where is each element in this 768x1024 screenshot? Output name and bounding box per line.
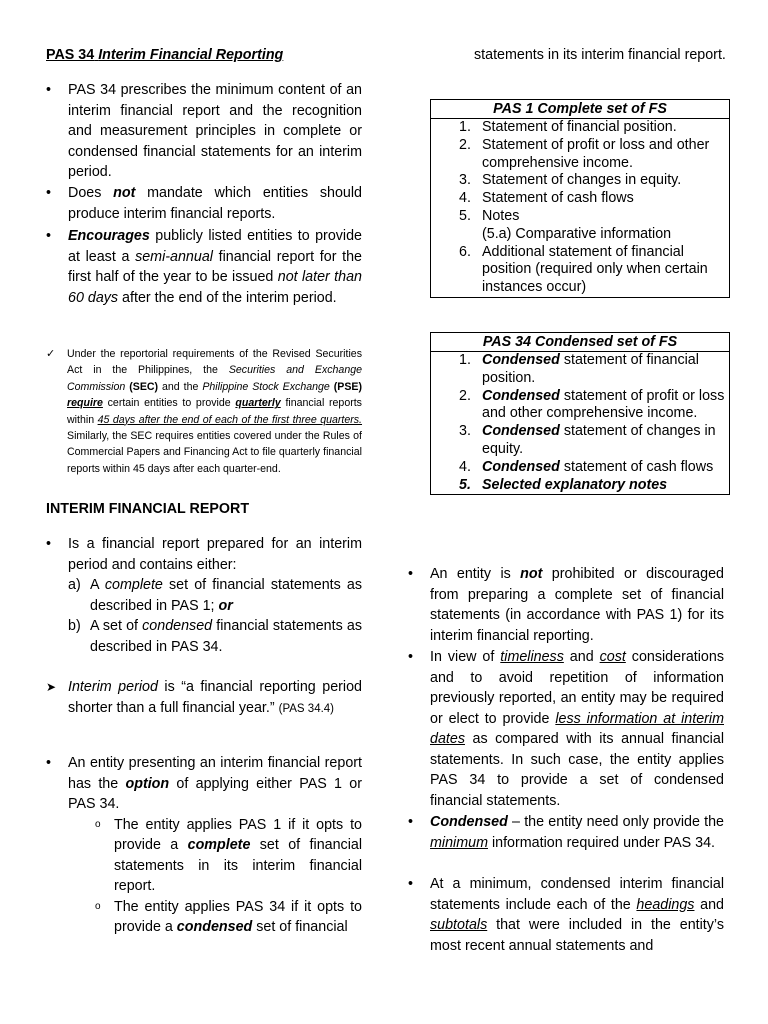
row-number: 5.: [459, 207, 471, 224]
table-row: [431, 244, 729, 297]
row-emphasis: Condensed: [482, 352, 560, 368]
option-pas34: o The entity applies PAS 34 if it opts to provide a condensed set of financial: [95, 898, 362, 935]
row-number: 1.: [459, 119, 471, 135]
row-emphasis: Condensed: [482, 387, 560, 404]
row-number: 2.: [459, 136, 471, 153]
table-row: [431, 352, 729, 388]
circle-bullet-icon: o: [95, 818, 101, 830]
row-text: statement of changes in equity.: [482, 423, 716, 457]
row-number: 4.: [459, 458, 471, 475]
circle-bullet-icon: o: [95, 900, 101, 912]
bullet-prescribes: • PAS 34 prescribes the minimum content of an interim financial report and the recognition and measurement principles in complete or condensed financial statements for an interim period.: [46, 82, 362, 180]
checkmark-icon: ✓: [46, 348, 56, 360]
bullet-minimum: • At a minimum, condensed interim financial statements include each of the headings and subtotals that were included in the entity’s most recent annual statements and: [408, 876, 724, 954]
table-row: [431, 208, 729, 226]
bullet-icon: •: [408, 649, 414, 665]
bullet-timeliness: • In view of timeliness and cost considerations and to avoid repetition of information previously reported, an entity may be required or elect to provide less information at interim dates as compared with its annual financial statements. In such case, the entity applies PAS 34 to provide a set of condensed financial statements.: [408, 649, 724, 809]
row-text: Notes: [482, 207, 520, 224]
bullet-icon: •: [46, 536, 52, 552]
pas34-table-body: [431, 352, 729, 494]
bullet-encourages: • Encourages publicly listed entities to provide at least a semi-annual financial report for the first half of the year to be issued not later than 60 days after the end of the interim period.: [46, 228, 362, 306]
interim-period-definition: ➤ Interim period is “a financial reporting period shorter than a full financial year.” (PAS 34.4): [46, 679, 362, 716]
section-heading: INTERIM FINANCIAL REPORT: [46, 501, 250, 517]
row-text: Statement of changes in equity.: [482, 172, 682, 189]
row-number: 5.: [459, 476, 471, 493]
table-row: [431, 477, 729, 495]
list-item-a: a) A complete set of financial statements as described in PAS 1; or: [68, 577, 362, 614]
pas34-table: [430, 332, 730, 495]
row-text: Statement of profit or loss and other comprehensive income.: [482, 136, 710, 171]
bullet-option: • An entity presenting an interim financial report has the option of applying either PAS 1 or PAS 34. o The entity applies PAS 1 if it opts to provide a complete set of financial statements in its interim financial report. o The entity applies PAS 34 if it opts to provide a condensed set of financial: [46, 753, 362, 938]
pas34-table-header: PAS 34 Condensed set of FS: [431, 333, 729, 352]
table-row: [431, 423, 729, 459]
table-row: [431, 172, 729, 190]
pas1-table-header: PAS 1 Complete set of FS: [431, 100, 729, 119]
row-emphasis: Selected explanatory notes: [482, 476, 668, 493]
bullet-icon: •: [46, 755, 52, 771]
row-number: 6.: [459, 243, 471, 260]
bullet-condensed: • Condensed – the entity need only provide the minimum information required under PAS 34.: [408, 814, 724, 851]
bullet-icon: •: [408, 566, 414, 582]
row-number: 4.: [459, 190, 471, 207]
document-title: PAS 34 Interim Financial Reporting: [46, 47, 284, 63]
row-number: 3.: [459, 423, 471, 440]
bullet-icon: •: [408, 876, 414, 892]
bullet-does-not: • Does not mandate which entities should produce interim financial reports.: [46, 185, 362, 222]
pas1-table-body: [431, 119, 729, 297]
table-row: [431, 119, 729, 137]
option-pas1: o The entity applies PAS 1 if it opts to provide a complete set of financial statements in its interim financial report.: [95, 816, 362, 894]
table-row: [431, 226, 729, 244]
table-row: [431, 137, 729, 173]
table-row: [431, 459, 729, 477]
row-number: 2.: [459, 387, 471, 404]
row-text: Statement of financial position.: [482, 119, 677, 135]
row-text: statement of cash flows: [559, 458, 714, 475]
bullet-icon: •: [46, 185, 52, 201]
bullet-ifr-definition: • Is a financial report prepared for an interim period and contains either: a) A complete set of financial statements as described in PAS 1; or b) A set of condensed financial statements as described in PAS 34.: [46, 534, 362, 657]
bullet-not-prohibited: • An entity is not prohibited or discouraged from preparing a complete set of financial statements (in accordance with PAS 1) for its interim financial reporting.: [408, 566, 724, 644]
row-emphasis: Condensed: [482, 423, 560, 440]
table-row: [431, 190, 729, 208]
continued-text: statements in its interim financial report.: [474, 47, 726, 63]
row-text: Statement of cash flows: [482, 190, 634, 207]
pas1-table: [430, 99, 730, 298]
arrow-bullet-icon: ➤: [46, 680, 57, 694]
bullet-icon: •: [46, 228, 52, 244]
row-text: statement of profit or loss and other comprehensive income.: [482, 387, 725, 422]
row-text: (5.a) Comparative information: [482, 225, 672, 242]
bullet-icon: •: [46, 82, 52, 98]
bullet-icon: •: [408, 814, 414, 830]
row-emphasis: Condensed: [482, 458, 560, 475]
table-row: [431, 388, 729, 424]
row-text: Additional statement of financial position (required only when certain instances occur): [482, 243, 708, 296]
row-text: statement of financial position.: [482, 352, 699, 386]
row-number: 3.: [459, 172, 471, 189]
row-number: 1.: [459, 352, 471, 368]
list-item-b: b) A set of condensed financial statements as described in PAS 34.: [68, 618, 362, 655]
reportorial-note: ✓ Under the reportorial requirements of the Revised Securities Act in the Philippines, the Securities and Exchange Commission (SEC) and the Philippine Stock Exchange (PSE) require certain entities to provide quarterly financial reports within 45 days after the end of each of the first three quarters. Similarly, the SEC requires entities covered under the Rules of Commercial Papers and Financing Act to file quarterly financial reports within 45 days after each quarter-end.: [46, 348, 363, 475]
